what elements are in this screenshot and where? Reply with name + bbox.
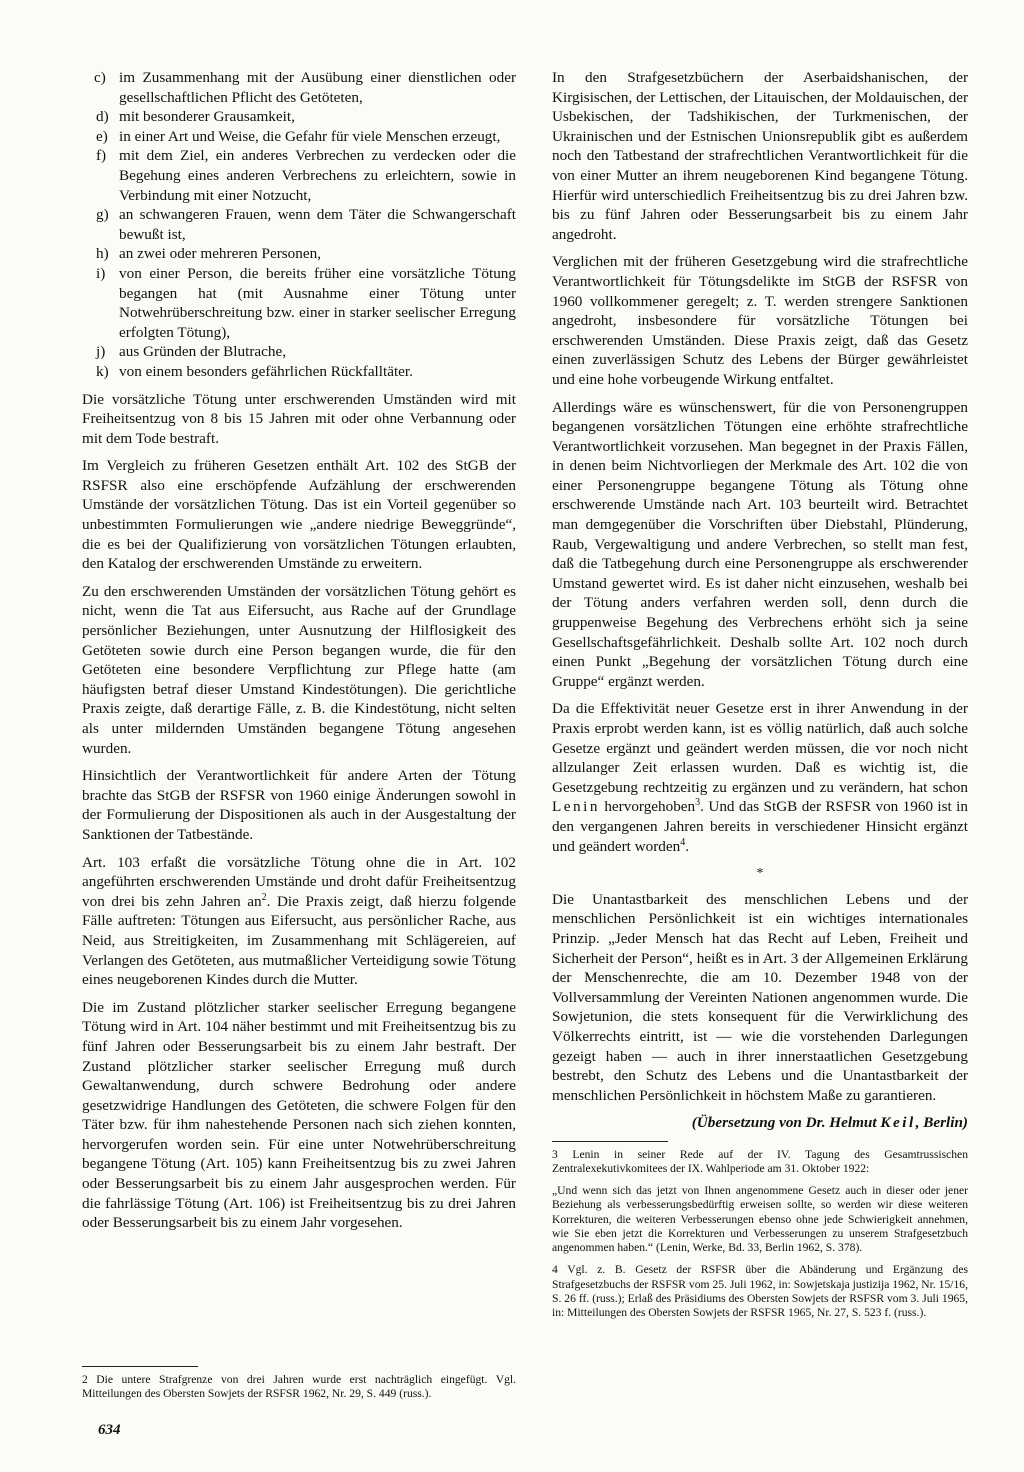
- list-item: [82, 342, 516, 362]
- paragraph-human-rights: Die Unantastbarkeit des menschlichen Lebens und der menschlichen Persönlichkeit ist ein wichtiges internationales Prinzip. „Jeder Mensch hat das Recht auf Leben, Freiheit und Sicherheit der Person“, heißt es in Art. 3 der Allgemeinen Erklärung der Menschenrechte, die am 10. Dezember 1948 von der Vollversammlung der Vereinten Nationen angenommen wurde. Die Sowjetunion, die stets konsequent für die Verwirklichung des Völkerrechts eintritt, ist — wie die vorstehenden Darlegungen gezeigt haben — auch in ihrer innerstaatlichen Gesetzgebung bestrebt, den Schutz des Lebens und die Unantastbarkeit der menschlichen Persönlichkeit in höchstem Maße zu garantieren.: [552, 890, 968, 1104]
- footnote-rule: [82, 1366, 198, 1367]
- text-span: (Übersetzung von Dr. Helmut: [691, 1114, 881, 1132]
- paragraph-excluded-circumstances: Zu den erschwerenden Umständen der vorsätzlichen Tötung gehört es nicht, wenn die Tat aus Eifersucht, aus Rache auf der Grundlage persönlicher Beziehungen, unter Ausnutzung der Hilflosigkeit des Getöteten sowie durch eine Person begangen wurde, die für den Getöteten eine besondere Verpflichtung zur Pflege hatte (am häufigsten betraf dieser Umstand Kindestötungen). Die gerichtliche Praxis zeigte, daß derartige Fälle, z. B. die Kindestötung, nicht selten als unter mildernden Umständen begangene Tötung angesehen wurden.: [82, 582, 516, 757]
- list-item-text: an schwangeren Frauen, wenn dem Täter die Schwangerschaft bewußt ist,: [119, 206, 516, 243]
- list-item-label: c): [94, 69, 106, 86]
- footnote-ref-2: 2: [261, 891, 267, 903]
- paragraph-effectiveness: [552, 699, 968, 856]
- name-lenin: Lenin: [552, 798, 600, 816]
- paragraph-art104-106: Die im Zustand plötzlicher starker seelischer Erregung begangene Tötung wird in Art. 104 näher bestimmt und mit Freiheitsentzug bis zu fünf Jahren oder Besserungsarbeit bis zu einem Jahr bestraft. Der Zustand plötzlicher starker seelischer Erregung muß durch Gewaltanwendung, durch schwere Bedrohung oder andere gesetzwidrige Handlungen des Getöteten, die schwere Folgen für den Täter bzw. für ihm nahestehende Personen nach sich ziehen konnten, hervorgerufen worden sein. Für eine unter Notwehrüberschreitung begangene Tötung (Art. 105) kann Freiheitsentzug bis zu zwei Jahren oder Besserungsarbeit bis zu einem Jahr ausgesprochen werden. Für die fahrlässige Tötung (Art. 106) ist Freiheitsentzug bis zu drei Jahren oder Besserungsarbeit bis zu einem Jahr vorgesehen.: [82, 998, 516, 1232]
- list-item: [82, 362, 516, 382]
- footnote-ref-3: 3: [695, 797, 701, 809]
- list-item-text: im Zusammenhang mit der Ausübung einer dienstlichen oder gesellschaftlichen Pflicht des Getöteten,: [119, 69, 516, 106]
- text-span: . Und das StGB der RSFSR von 1960 ist in den vergangenen Jahren bereits in verschiedener Hinsicht ergänzt und geändert worden: [552, 798, 968, 855]
- list-item-label: h): [96, 245, 109, 263]
- aggravating-circumstances-list: [82, 68, 516, 382]
- list-item-label: j): [96, 343, 106, 361]
- list-item-text: von einem besonders gefährlichen Rückfalltäter.: [119, 362, 413, 380]
- list-item-text: in einer Art und Weise, die Gefahr für viele Menschen erzeugt,: [119, 127, 501, 145]
- footnote-4: 4 Vgl. z. B. Gesetz der RSFSR über die Abänderung und Ergänzung des Strafgesetzbuchs der RSFSR vom 25. Juli 1962, in: Sowjetskaja justizija 1962, Nr. 15/16, S. 26 ff. (russ.); Erlaß des Präsidiums des Obersten Sowjets der RSFSR vom 3. Juli 1965, in: Mitteilungen des Obersten Sowjets der RSFSR 1965, Nr. 27, S. 523 f. (russ.).: [552, 1263, 968, 1319]
- translation-credit: [552, 1113, 968, 1133]
- page-number: 634: [98, 1422, 121, 1438]
- list-item-label: g): [96, 206, 109, 224]
- text-span: , Berlin): [915, 1114, 968, 1132]
- paragraph-art102-comparison: Im Vergleich zu früheren Gesetzen enthält Art. 102 des StGB der RSFSR also eine erschöpfende Aufzählung der erschwerenden Umstände der vorsätzlichen Tötung. Das ist ein Vorteil gegenüber so unbestimmten Formulierungen wie „andere niedrige Beweggründe“, die es bei der Qualifizierung von vorsätzlichen Tötungen erlaubten, den Katalog der erschwerenden Umstände zu erweitern.: [82, 457, 516, 573]
- footnote-2: 2 Die untere Strafgrenze von drei Jahren wurde erst nachträglich eingefügt. Vgl. Mitteilungen des Obersten Sowjets der RSFSR 1962, Nr. 29, S. 449 (russ.).: [82, 1373, 516, 1401]
- list-item-label: f): [96, 147, 107, 165]
- paragraph-group-killings: Allerdings wäre es wünschenswert, für die von Personengruppen begangenen vorsätzlichen Tötungen eine erhöhte strafrechtliche Verantwortlichkeit vorzusehen. Man begegnet in der Praxis Fällen, in denen beim Nichtvorliegen der Merkmale des Art. 102 die von einer Personengruppe begangene Tötung als Tötung ohne erschwerende Umstände nach Art. 103 beurteilt wird. Betrachtet man demgegenüber die Vorschriften über Diebstahl, Plünderung, Raub, Vergewaltigung und andere Verbrechen, so stellt man fest, daß die Tatbegehung durch eine Personengruppe als erschwerender Umstand gewertet wird. Es ist daher nicht einzusehen, weshalb bei der Tötung anders verfahren werden soll, denn durch die gruppenweise Begehung des Verbrechens erhöht sich ja seine Gesellschaftsgefährlichkeit. Deshalb sollte Art. 102 noch durch einen Punkt „Begehung der vorsätzlichen Tötung durch eine Gruppe“ ergänzt werden.: [552, 398, 968, 690]
- list-item: [82, 146, 516, 205]
- list-item: [82, 68, 516, 107]
- list-item: [82, 244, 516, 264]
- text-span: . Die Praxis zeigt, daß hierzu folgende Fälle auftreten: Tötungen aus Eifersucht, aus persönlicher Rache, aus Neid, aus Streitigkeiten, im Zusammenhang mit Schlägereien, auf Verlangen des Getöteten, aus mutmaßlicher Verteidigung sowie Tötung eines neugeborenen Kindes durch die Mutter.: [82, 892, 517, 989]
- list-item: [82, 264, 516, 342]
- section-separator-star: *: [756, 866, 764, 882]
- list-item-text: von einer Person, die bereits früher eine vorsätzliche Tötung begangen hat (mit Ausnahme einer Tötung unter Notwehrüberschreitung bzw. einer in starker seelischer Erregung erfolgten Tötung),: [119, 264, 516, 341]
- list-item-text: aus Gründen der Blutrache,: [119, 343, 287, 361]
- left-column: [82, 68, 516, 1241]
- list-item-label: d): [96, 108, 109, 126]
- list-item-text: an zwei oder mehreren Personen,: [119, 245, 321, 263]
- footnote-3-quote: „Und wenn sich das jetzt von Ihnen angenommene Gesetz auch in dieser oder jener Beziehung als verbesserungsbedürftig erweisen sollte, so werden wir diese weiteren Korrekturen, die weiteren Verbesserungen ebenso ohne jede Schwierigkeit annehmen, wie Sie eben jetzt die Korrekturen und Verbesserungen zu unserem Strafgesetzbuch angenommen haben.“ (Lenin, Werke, Bd. 33, Berlin 1962, S. 378).: [552, 1184, 968, 1255]
- left-footnotes: [82, 1360, 516, 1403]
- text-span: Art. 103 erfaßt die vorsätzliche Tötung ohne die in Art. 102 angeführten erschwerenden Umstände und droht dafür Freiheitsentzug von drei bis zehn Jahren an: [82, 853, 516, 910]
- paragraph-comparison-legislation: Verglichen mit der früheren Gesetzgebung wird die strafrechtliche Verantwortlichkeit für Tötungsdelikte im StGB der RSFSR von 1960 vollkommener geregelt; z. T. werden strengere Sanktionen angedroht, insbesondere für vorsätzliche Tötungen bei erschwerenden Umständen. Diese Praxis zeigt, daß das Gesetz einen zuverlässigen Schutz des Lebens der Bürger gewährleistet und eine hohe vorbeugende Wirkung entfaltet.: [552, 253, 968, 388]
- name-keil: Keil: [880, 1114, 916, 1132]
- text-span: hervorgehoben: [599, 798, 696, 816]
- footnote-3: 3 Lenin in seiner Rede auf der IV. Tagung des Gesamtrussischen Zentralexekutivkomitees der IX. Wahlperiode am 31. Oktober 1922:: [552, 1147, 968, 1176]
- text-span: Da die Effektivität neuer Gesetze erst in ihrer Anwendung in der Praxis erprobt werden kann, ist es völlig natürlich, daß auch solche Gesetze ergänzt und geändert werden müssen, die vor noch nicht allzulanger Zeit erlassen wurden. Daß es wichtig ist, die Gesetzgebung rechtzeitig zu ergänzen und zu verändern, hat schon: [552, 700, 968, 796]
- text-span: .: [685, 837, 690, 855]
- right-column: [552, 68, 968, 1328]
- paragraph-penalty: Die vorsätzliche Tötung unter erschwerenden Umständen wird mit Freiheitsentzug von 8 bis 15 Jahren mit oder ohne Verbannung oder mit dem Tode bestraft.: [82, 390, 516, 447]
- footnote-ref-4: 4: [680, 836, 686, 848]
- paragraph-other-killings: Hinsichtlich der Verantwortlichkeit für andere Arten der Tötung brachte das StGB der RSFSR von 1960 einige Änderungen sowohl in der Formulierung der Dispositionen als auch in der Ausgestaltung der Sanktionen der Tatbestände.: [82, 767, 516, 843]
- footnote-rule: [552, 1141, 668, 1142]
- list-item-label: e): [96, 127, 108, 145]
- list-item-label: k): [96, 362, 109, 380]
- list-item: [82, 205, 516, 244]
- list-item-text: mit dem Ziel, ein anderes Verbrechen zu verdecken oder die Begehung eines anderen Verbrechens zu erleichtern, sowie in Verbindung mit einer Notzucht,: [119, 147, 516, 204]
- list-item-label: i): [96, 264, 106, 282]
- list-item: [82, 107, 516, 127]
- list-item-text: mit besonderer Grausamkeit,: [119, 108, 295, 126]
- paragraph-union-republics: In den Strafgesetzbüchern der Aserbaidshanischen, der Kirgisischen, der Lettischen, der Litauischen, der Moldauischen, der Usbekischen, der Tadshikischen, der Turkmenischen, der Ukrainischen und der Estnischen Unionsrepublik gibt es außerdem noch den Tatbestand der strafrechtlichen Verantwortlichkeit für die von einer Mutter an ihrem neugeborenen Kind begangene Tötung. Hierfür wird unterschiedlich Freiheitsentzug bis zu drei Jahren bzw. bis zu fünf Jahren oder Besserungsarbeit bis zu einem Jahr angedroht.: [552, 69, 968, 243]
- list-item: [82, 127, 516, 147]
- paragraph-art103: [82, 853, 516, 990]
